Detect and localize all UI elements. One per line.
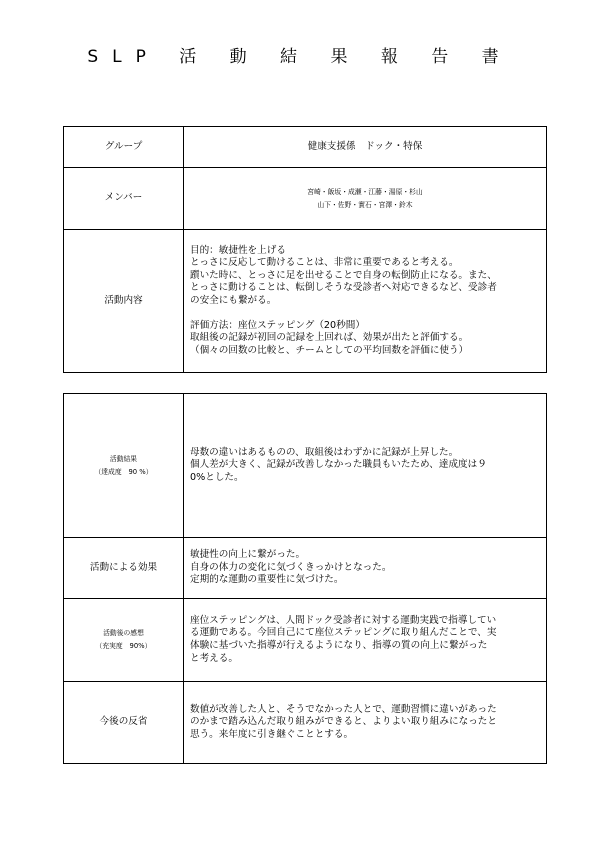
results-content: [184, 394, 547, 538]
results-label-line: 活動結果: [109, 454, 138, 463]
effects-label: 活動による効果: [64, 538, 184, 599]
results-line: 個人差が大きく、記録が改善しなかった職員もいたため、達成度は９: [190, 459, 487, 471]
purpose-line: とっさに動けることは、転倒しそうな受診者へ対応できるなど、受診者: [190, 282, 497, 294]
evaluation-line: 評価方法：座位ステッピング（20秒間）: [190, 319, 365, 331]
satisfaction-rate: （充実度 90%）: [95, 642, 152, 650]
effects-line: 敏捷性の向上に繋がった。: [190, 549, 306, 561]
purpose-line: 躓いた時に、とっさに足を出せることで自身の転倒防止になる。また、: [190, 269, 497, 281]
impressions-line: 座位ステッピングは、人間ドック受診者に対する運動実践で指導してい: [190, 614, 497, 626]
activity-results-table: [63, 393, 547, 764]
effects-line: 定期的な運動の重要性に気づけた。: [190, 574, 344, 586]
effects-content: [184, 538, 547, 599]
activity-row: [64, 230, 547, 373]
impressions-line: と考える。: [190, 652, 238, 664]
members-line: 山下・佐野・實石・宮澤・鈴木: [317, 200, 413, 209]
impressions-row: [64, 599, 547, 682]
members-label: メンバー: [64, 168, 184, 230]
group-row: [64, 127, 547, 168]
reflection-label: 今後の反省: [64, 682, 184, 764]
evaluation-line: （個々の回数の比較と、チームとしての平均回数を評価に使う）: [190, 344, 469, 356]
members-value: [184, 168, 547, 230]
results-line: 0%とした。: [190, 471, 244, 483]
impressions-label: [64, 599, 184, 682]
evaluation-line: 取組後の記録が初回の記録を上回れば、効果が出たと評価する。: [190, 332, 469, 344]
effects-row: [64, 538, 547, 599]
members-row: [64, 168, 547, 230]
effects-line: 自身の体力の変化に気づくきっかけとなった。: [190, 561, 392, 573]
members-line: 宮崎・飯坂・成瀬・江藤・湯原・杉山: [307, 187, 423, 196]
activity-info-table: [63, 126, 547, 373]
purpose-line: の安全にも繋がる。: [190, 295, 277, 306]
reflection-content: [184, 682, 547, 764]
impressions-line: る運動である。今回自己にて座位ステッピングに取り組んだことで、実: [190, 627, 497, 639]
page-title: SLP 活 動 結 果 報 告 書: [87, 47, 513, 67]
results-line: 母数の違いはあるものの、取組後はわずかに記録が上昇した。: [190, 446, 459, 458]
impressions-content: [184, 599, 547, 682]
impressions-label-line: 活動後の感想: [103, 629, 144, 638]
paragraph-gap: [190, 308, 542, 320]
group-value: 健康支援係 ドック・特保: [184, 127, 547, 168]
activity-content: [184, 230, 547, 373]
purpose-line: とっさに反応して動けることは、非常に重要であると考える。: [190, 257, 459, 269]
purpose-line: 目的：敏捷性を上げる: [190, 244, 286, 256]
reflection-line: のかまで踏み込んだ取り組みができると、よりよい取り組みになったと: [190, 716, 497, 728]
results-label: [64, 394, 184, 538]
results-row: [64, 394, 547, 538]
reflection-line: 思う。来年度に引き継ぐこととする。: [190, 728, 354, 740]
achievement-rate: （達成度 90 %）: [94, 467, 153, 476]
activity-label: 活動内容: [64, 230, 184, 373]
group-label: グループ: [64, 127, 184, 168]
reflection-row: [64, 682, 547, 764]
reflection-line: 数値が改善した人と、そうでなかった人とで、運動習慣に違いがあった: [190, 703, 497, 715]
impressions-line: 体験に基づいた指導が行えるようになり、指導の質の向上に繋がった: [190, 640, 488, 651]
